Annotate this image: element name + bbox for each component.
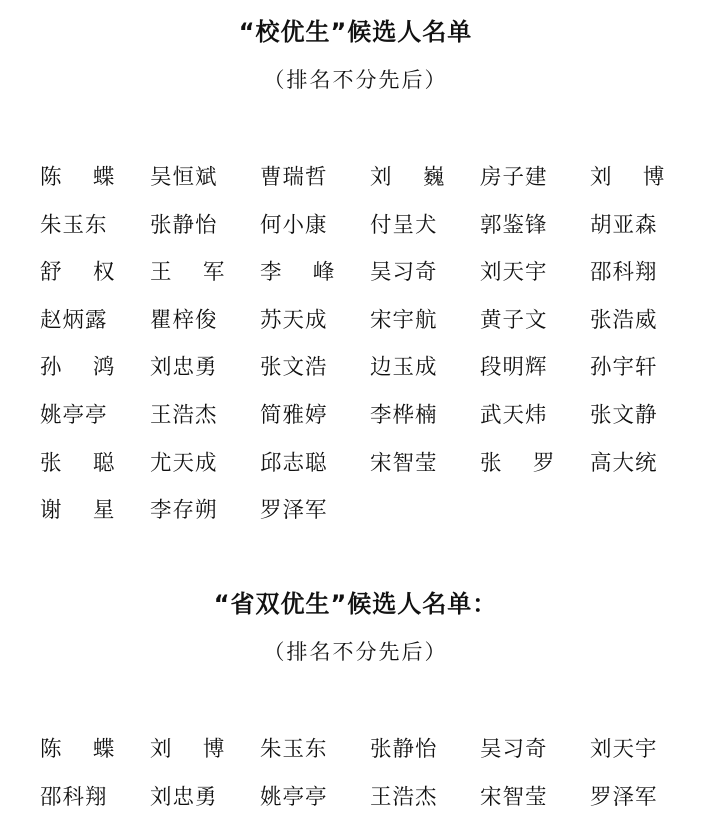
candidate-name: 孙 鸿 xyxy=(40,355,116,381)
candidate-name: 姚亭亭 xyxy=(40,402,108,428)
candidate-name: 罗泽军 xyxy=(260,498,328,524)
candidate-name: 刘天宇 xyxy=(480,260,548,286)
province-name-grid xyxy=(40,735,700,830)
candidate-name: 张 聪 xyxy=(40,450,116,476)
candidate-name: 曹瑞哲 xyxy=(260,165,328,190)
candidate-name: 王浩杰 xyxy=(150,402,218,428)
candidate-name: 罗泽军 xyxy=(590,784,658,810)
candidate-name: 王浩杰 xyxy=(370,784,438,810)
candidate-name: 高大统 xyxy=(590,450,658,476)
candidate-name: 简雅婷 xyxy=(260,402,328,428)
candidate-name: 舒 权 xyxy=(40,260,116,286)
candidate-name: 黄子文 xyxy=(480,307,548,333)
candidate-name: 李存朔 xyxy=(150,498,218,524)
candidate-name: 朱玉东 xyxy=(40,212,108,238)
candidate-name: 张文浩 xyxy=(260,355,328,381)
candidate-name: 吴习奇 xyxy=(480,737,548,762)
candidate-name: 李桦楠 xyxy=(370,402,438,428)
candidate-name: 尤天成 xyxy=(150,450,218,476)
candidate-name: 宋智莹 xyxy=(370,450,438,476)
candidate-name: 苏天成 xyxy=(260,307,328,333)
candidate-name: 吴习奇 xyxy=(370,260,438,286)
candidate-name: 邵科翔 xyxy=(40,784,108,810)
candidate-name: 武天炜 xyxy=(480,402,548,428)
candidate-name: 郭鉴锋 xyxy=(480,212,548,238)
candidate-name: 张文静 xyxy=(590,402,658,428)
school-name-grid xyxy=(40,163,700,544)
candidate-name: 陈 蝶 xyxy=(40,737,116,762)
candidate-name: 姚亭亭 xyxy=(260,784,328,810)
candidate-name: 张静怡 xyxy=(150,212,218,238)
candidate-name: 宋智莹 xyxy=(480,784,548,810)
candidate-name: 邵科翔 xyxy=(590,260,658,286)
school-list-note: （排名不分先后） xyxy=(263,68,448,92)
candidate-name: 刘天宇 xyxy=(590,737,658,762)
candidate-name: 刘 博 xyxy=(590,165,666,190)
province-list-note: （排名不分先后） xyxy=(263,640,448,664)
candidate-name: 张静怡 xyxy=(370,737,438,762)
candidate-name: 瞿梓俊 xyxy=(150,307,218,333)
candidate-name: 胡亚森 xyxy=(590,212,658,238)
candidate-name: 张浩威 xyxy=(590,307,658,333)
candidate-name: 付呈犬 xyxy=(370,212,438,238)
candidate-name: 边玉成 xyxy=(370,355,438,381)
candidate-name: 吴恒斌 xyxy=(150,165,218,190)
candidate-name: 张 罗 xyxy=(480,450,556,476)
candidate-name: 刘忠勇 xyxy=(150,784,218,810)
candidate-name: 孙宇轩 xyxy=(590,355,658,381)
candidate-name: 赵炳露 xyxy=(40,307,108,333)
candidate-name: 房子建 xyxy=(480,165,548,190)
candidate-name: 王 军 xyxy=(150,260,226,286)
candidate-name: 邱志聪 xyxy=(260,450,328,476)
candidate-name: 何小康 xyxy=(260,212,328,238)
candidate-name: 朱玉东 xyxy=(260,737,328,762)
candidate-name: 段明辉 xyxy=(480,355,548,381)
candidate-name: 宋宇航 xyxy=(370,307,438,333)
candidate-name: 谢 星 xyxy=(40,498,116,524)
candidate-name: 陈 蝶 xyxy=(40,165,116,190)
school-list-title: “校优生”候选人名单 xyxy=(238,18,473,46)
candidate-name: 李 峰 xyxy=(260,260,336,286)
candidate-name: 刘 博 xyxy=(150,737,226,762)
province-list-title: “省双优生”候选人名单： xyxy=(213,590,498,618)
candidate-name: 刘忠勇 xyxy=(150,355,218,381)
candidate-name: 刘 巍 xyxy=(370,165,446,190)
